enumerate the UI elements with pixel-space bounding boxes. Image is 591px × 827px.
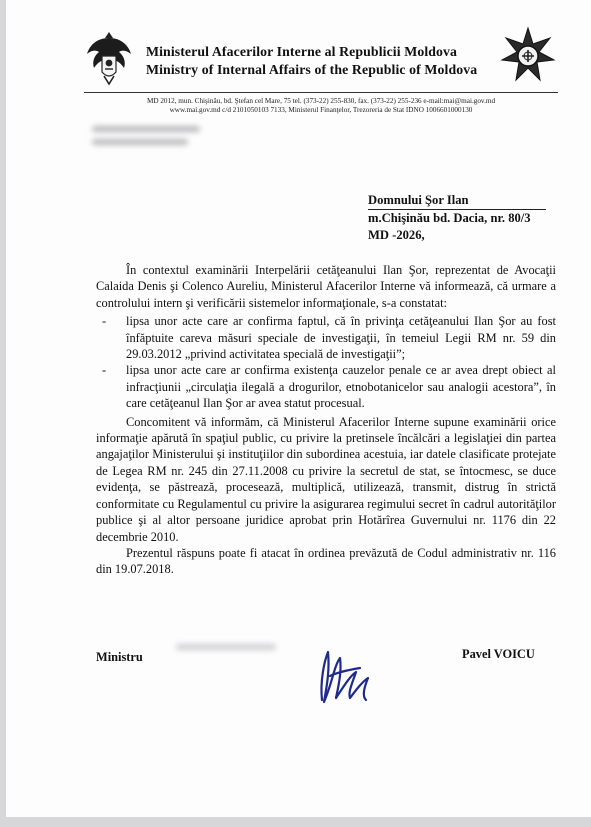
bullet-dash: - [102,314,107,329]
page-shadow-edge [0,0,6,827]
addressee-name: Domnului Şor Ilan [368,192,546,210]
findings-list [96,313,556,411]
page-bottom-edge [0,817,591,827]
ministry-name-en: Ministry of Internal Affairs of the Republic of Moldova [146,62,478,77]
letter-body [96,262,556,578]
finding-text: lipsa unor acte care ar confirma existenţa cauzelor penale ce ar avea drept obiect al infracţiunii „circulaţia ilegală a drogurilor, etnobotanicelor sau analogii acestora”, în care cetăţeanul Ilan Şor ar avea statut procesual. [126,363,556,411]
appeal-paragraph: Prezentul răspuns poate fi atacat în ordinea prevăzută de Codul administrativ nr. 116 din 19.07.2018. [96,545,556,577]
bullet-dash: - [102,363,107,378]
body-paragraph: În contextul examinării Interpelării cetăţeanului Ilan Şor, reprezentat de Avocaţii Calaida Denis şi Colenco Aureliu, Ministerul Afacerilor Interne vă informează, că urmare a controlului intern şi verificării sistemelor informaţionale, s-a constatat: [96,263,556,310]
finding-item [102,362,556,411]
signatory-role: Ministru [96,650,143,664]
redacted-registration-number [92,126,202,152]
addressee-postal-code: MD -2026, [368,228,425,242]
body-paragraph: Concomitent vă informăm, că Ministerul Afacerilor Interne supune examinării orice informaţie apărută în spaţiul public, cu privire la pretinsele încălcări a legislaţiei din partea angajaţilor Ministerului şi instituţiilor din subordinea acestuia, iar datele clasificate protejate de Legea RM nr. 245 din 27.11.2008 cu privire la secretul de stat, se întocmesc, se duce evidenţa, se păstrează, procesează, multiplică, utilizează, transmit, distrug în strictă conformitate cu Regulamentul cu privire la asigurarea regimului secret în cadrul autorităţilor publice şi al altor persoane juridice aprobat prin Hotărîrea Guvernului nr. 1176 din 22 decembrie 2010. [96,414,556,544]
ministry-bank-line: www.mai.gov.md c/d 2101050103 7133, Ministerul Finanţelor, Trezoreria de Stat IDNO 1006601000130 [169,106,473,114]
signatory-name: Pavel VOICU [462,647,535,661]
header-divider [84,92,558,93]
ministry-name-ro: Ministerul Afacerilor Interne al Republicii Moldova [146,44,458,59]
finding-item [102,313,556,362]
police-star-icon [500,26,556,86]
moldova-coat-of-arms-icon [84,28,134,88]
addressee-address: m.Chişinău bd. Dacia, nr. 80/3 [368,211,531,225]
handwritten-signature [312,632,382,712]
finding-text: lipsa unor acte care ar confirma faptul, că în privinţa cetăţeanului Ilan Şor au fost înfăptuite careva măsuri speciale de investigaţii, în temeiul Legii RM nr. 59 din 29.03.2012 „privind activitatea specială de investigaţii”; [126,314,556,362]
redacted-signature-note [176,644,286,670]
ministry-address-line: MD 2012, mun. Chişinău, bd. Ştefan cel Mare, 75 tel. (373-22) 255-830, fax. (373-22) 255-236 e-mail:mai@mai.gov.md [146,97,496,105]
addressee-block [368,192,546,244]
